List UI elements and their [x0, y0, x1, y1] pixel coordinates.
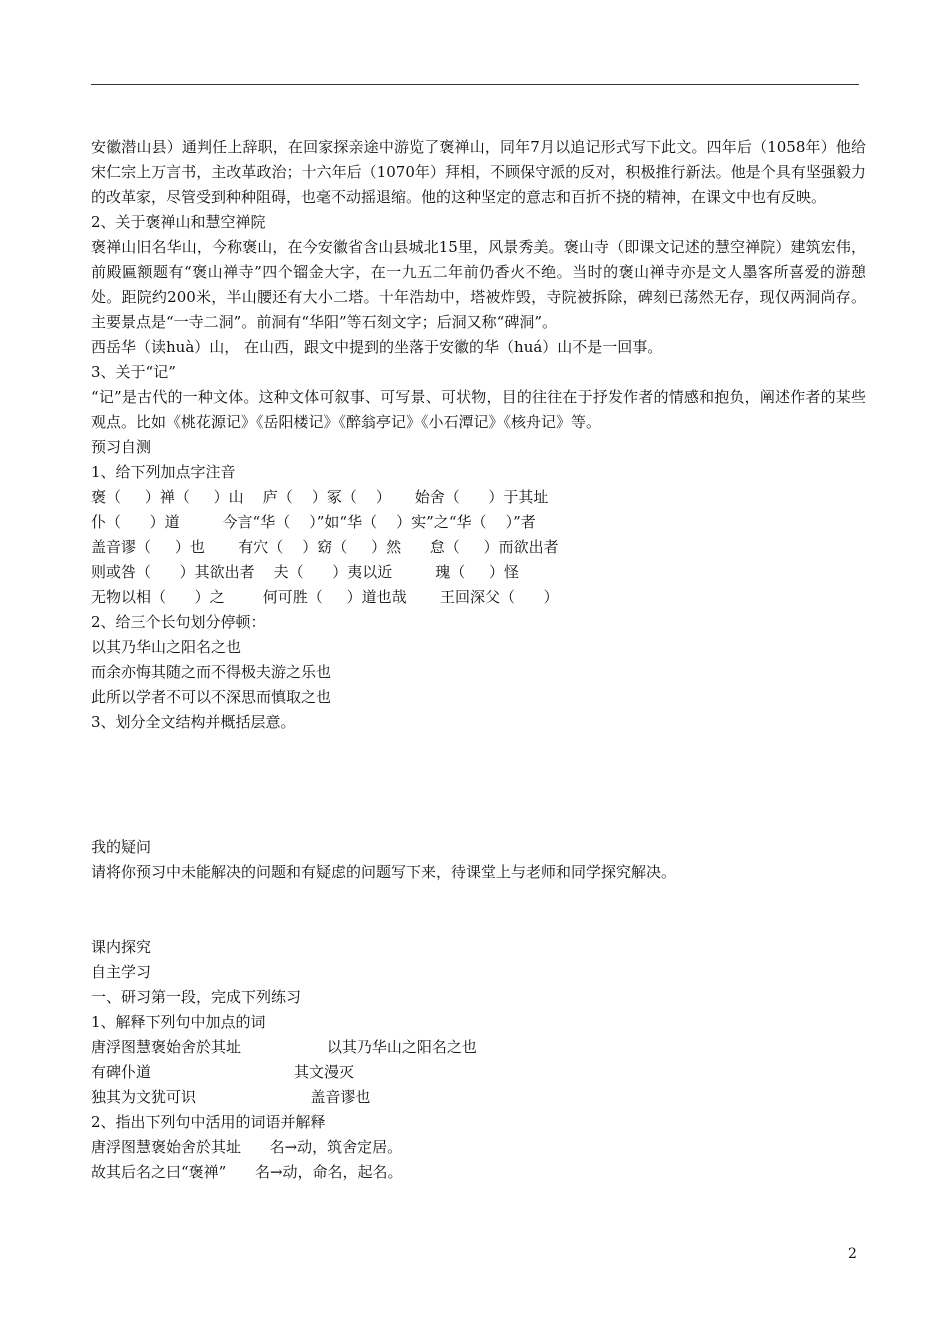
- q2-line: 以其乃华山之阳名之也: [91, 638, 242, 656]
- p1-q1-line: 独其为文犹可识 盖音谬也: [91, 1088, 371, 1106]
- answer-space: [91, 885, 866, 935]
- q1-line: 无物以相（ ）之 何可胜（ ）道也哉 王回深父（ ）: [91, 588, 559, 606]
- answer-space: [91, 735, 866, 835]
- p1-q2-heading: 2、指出下列句中活用的词语并解释: [91, 1113, 326, 1131]
- section2-paragraph: 褒禅山旧名华山，今称褒山，在今安徽省含山县城北15里，风景秀美。褒山寺（即课文记述的慧空禅院）建筑宏伟，前殿匾额题有“褒山禅寺”四个镏金大字，在一九五二年前仍香火不绝。当时的褒山禅寺亦是文人墨客所喜爱的游憩处。距院约200米，半山腰还有大小二塔。十年浩劫中，塔被炸毁，寺院被拆除，碑刻已荡然无存，现仅两洞尚存。主要景点是“一寺二洞”。前洞有“华阳”等石刻文字；后洞又称“碑洞”。: [91, 238, 866, 331]
- part1-heading: 一、研习第一段，完成下列练习: [91, 988, 302, 1006]
- page-number: 2: [848, 1246, 857, 1262]
- p1-q2-line: 故其后名之曰“褒禅” 名→动，命名，起名。: [91, 1163, 403, 1181]
- class-heading: 课内探究: [91, 938, 152, 956]
- preview-heading: 预习自测: [91, 438, 152, 456]
- q3-heading: 3、划分全文结构并概括层意。: [91, 713, 296, 731]
- doubt-text: 请将你预习中未能解决的问题和有疑虑的问题写下来，待课堂上与老师和同学探究解决。: [91, 863, 677, 881]
- self-study-heading: 自主学习: [91, 963, 152, 981]
- q2-heading: 2、给三个长句划分停顿：: [91, 613, 266, 631]
- q2-line: 而余亦悔其随之而不得极夫游之乐也: [91, 663, 332, 681]
- section3-paragraph: “记”是古代的一种文体。这种文体可叙事、可写景、可状物，目的往往在于抒发作者的情感和抱负，阐述作者的某些观点。比如《桃花源记》《岳阳楼记》《醉翁亭记》《小石潭记》《核舟记》等。: [91, 388, 866, 431]
- q1-line: 褒（ ）禅（ ）山 庐（ ）冢（ ） 始舍（ ）于其址: [91, 488, 549, 506]
- p1-q1-heading: 1、解释下列句中加点的词: [91, 1013, 266, 1031]
- q1-line: 则或咎（ ）其欲出者 夫（ ）夷以近 瑰（ ）怪: [91, 563, 520, 581]
- section2-heading: 2、关于褒禅山和慧空禅院: [91, 213, 266, 231]
- q2-line: 此所以学者不可以不深思而慎取之也: [91, 688, 332, 706]
- header-rule: [91, 84, 859, 85]
- q1-line: 仆（ ）道 今言“华（ ）”如“华（ ）实”之“华（ ）”者: [91, 513, 536, 531]
- section3-heading: 3、关于“记”: [91, 363, 176, 381]
- p1-q1-line: 唐浮图慧褒始舍於其址 以其乃华山之阳名之也: [91, 1038, 477, 1056]
- intro-paragraph: 安徽潜山县）通判任上辞职，在回家探亲途中游览了褒禅山，同年7月以追记形式写下此文。四年后（1058年）他给宋仁宗上万言书，主改革政治；十六年后（1070年）拜相，不顾保守派的反对，积极推行新法。他是个具有坚强毅力的改革家，尽管受到种种阻碍，也毫不动摇退缩。他的这种坚定的意志和百折不挠的精神，在课文中也有反映。: [91, 138, 866, 206]
- q1-heading: 1、给下列加点字注音: [91, 463, 236, 481]
- section2-note: 西岳华（读huà）山， 在山西，跟文中提到的坐落于安徽的华（huá）山不是一回事。: [91, 338, 663, 356]
- document-body: [91, 135, 866, 1185]
- p1-q2-line: 唐浮图慧褒始舍於其址 名→动，筑舍定居。: [91, 1138, 403, 1156]
- q1-line: 盖音谬（ ）也 有穴（ ）窈（ ）然 怠（ ）而欲出者: [91, 538, 559, 556]
- doubt-heading: 我的疑问: [91, 838, 152, 856]
- p1-q1-line: 有碑仆道 其文漫灭: [91, 1063, 355, 1081]
